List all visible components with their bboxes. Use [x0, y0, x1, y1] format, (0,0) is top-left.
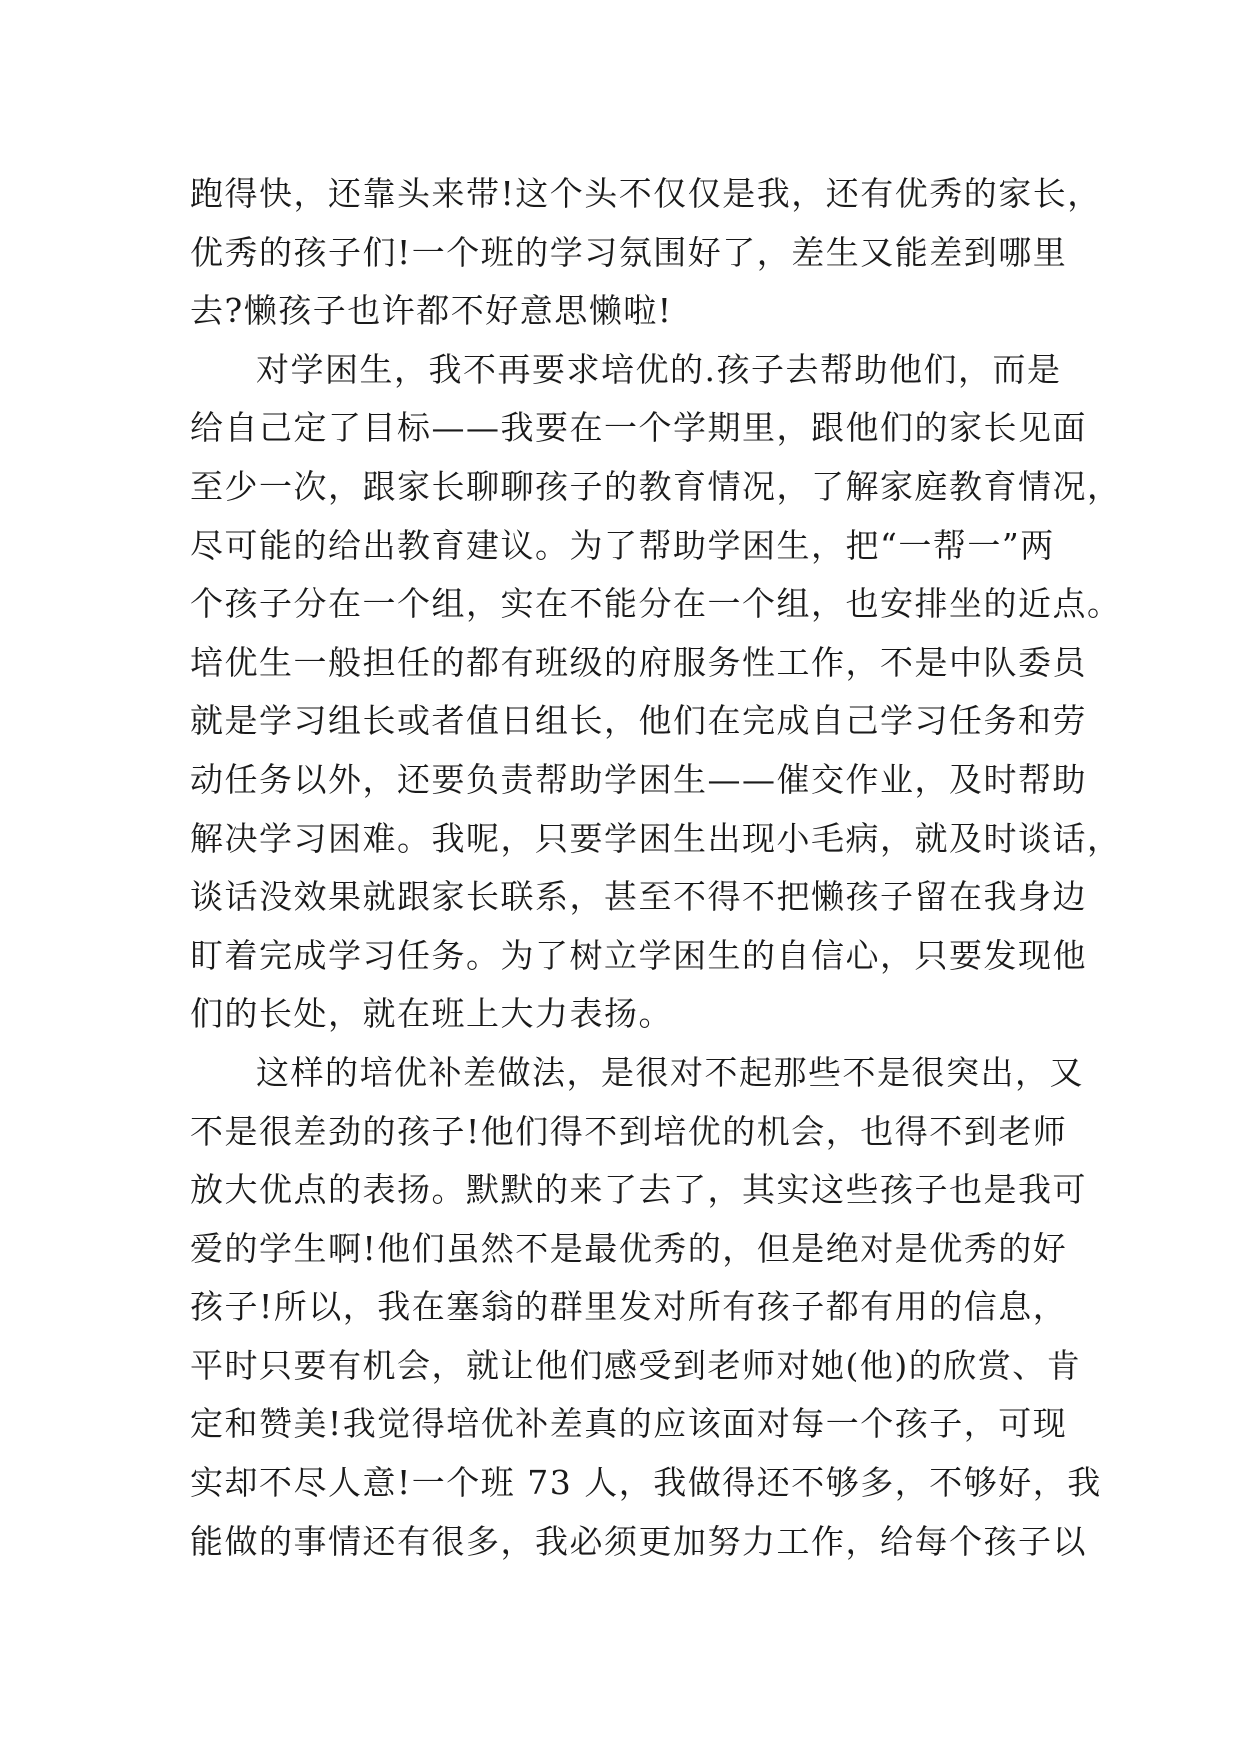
text-line: 解决学习困难。我呢，只要学困生出现小毛病，就及时谈话， — [190, 818, 1122, 858]
text-line: 至少一次，跟家长聊聊孩子的教育情况，了解家庭教育情况， — [190, 466, 1122, 506]
text-line: 谈话没效果就跟家长联系，甚至不得不把懒孩子留在我身边 — [190, 877, 1087, 917]
text-line: 动任务以外，还要负责帮助学困生——催交作业，及时帮助 — [190, 759, 1087, 799]
text-line: 去?懒孩子也许都不好意思懒啦! — [190, 291, 673, 331]
text-line: 放大优点的表扬。默默的来了去了，其实这些孩子也是我可 — [190, 1170, 1087, 1210]
text-line: 就是学习组长或者值日组长，他们在完成自己学习任务和劳 — [190, 701, 1087, 741]
paragraph-start-line: 对学困生，我不再要求培优的.孩子去帮助他们，而是 — [256, 349, 1062, 389]
text-line: 盯着完成学习任务。为了树立学困生的自信心，只要发现他 — [190, 935, 1087, 975]
text-line: 跑得快，还靠头来带!这个头不仅仅是我，还有优秀的家长， — [190, 174, 1102, 213]
text-line: 孩子!所以，我在塞翁的群里发对所有孩子都有用的信息， — [190, 1287, 1068, 1327]
paragraph-start-line: 这样的培优补差做法，是很对不起那些不是很突出，又 — [256, 1052, 1084, 1092]
text-line: 优秀的孩子们!一个班的学习氛围好了，差生又能差到哪里 — [190, 232, 1068, 272]
text-line: 们的长处，就在班上大力表扬。 — [190, 994, 673, 1034]
text-line: 不是很差劲的孩子!他们得不到培优的机会，也得不到老师 — [190, 1111, 1068, 1151]
text-line: 尽可能的给出教育建议。为了帮助学困生，把“一帮一”两 — [190, 525, 1055, 565]
text-line: 能做的事情还有很多，我必须更加努力工作，给每个孩子以 — [190, 1521, 1087, 1561]
text-line: 培优生一般担任的都有班级的府服务性工作，不是中队委员 — [190, 642, 1087, 682]
text-line: 定和赞美!我觉得培优补差真的应该面对每一个孩子，可现 — [190, 1404, 1068, 1444]
body-text — [190, 165, 1122, 1571]
text-line: 平时只要有机会，就让他们感受到老师对她(他)的欣赏、肯 — [190, 1345, 1082, 1385]
text-line: 实却不尽人意!一个班 73 人，我做得还不够多，不够好，我 — [190, 1463, 1102, 1503]
text-line: 个孩子分在一个组，实在不能分在一个组，也安排坐的近点。 — [190, 584, 1122, 624]
text-line: 给自己定了目标——我要在一个学期里，跟他们的家长见面 — [190, 408, 1087, 448]
text-line: 爱的学生啊!他们虽然不是最优秀的，但是绝对是优秀的好 — [190, 1228, 1068, 1268]
